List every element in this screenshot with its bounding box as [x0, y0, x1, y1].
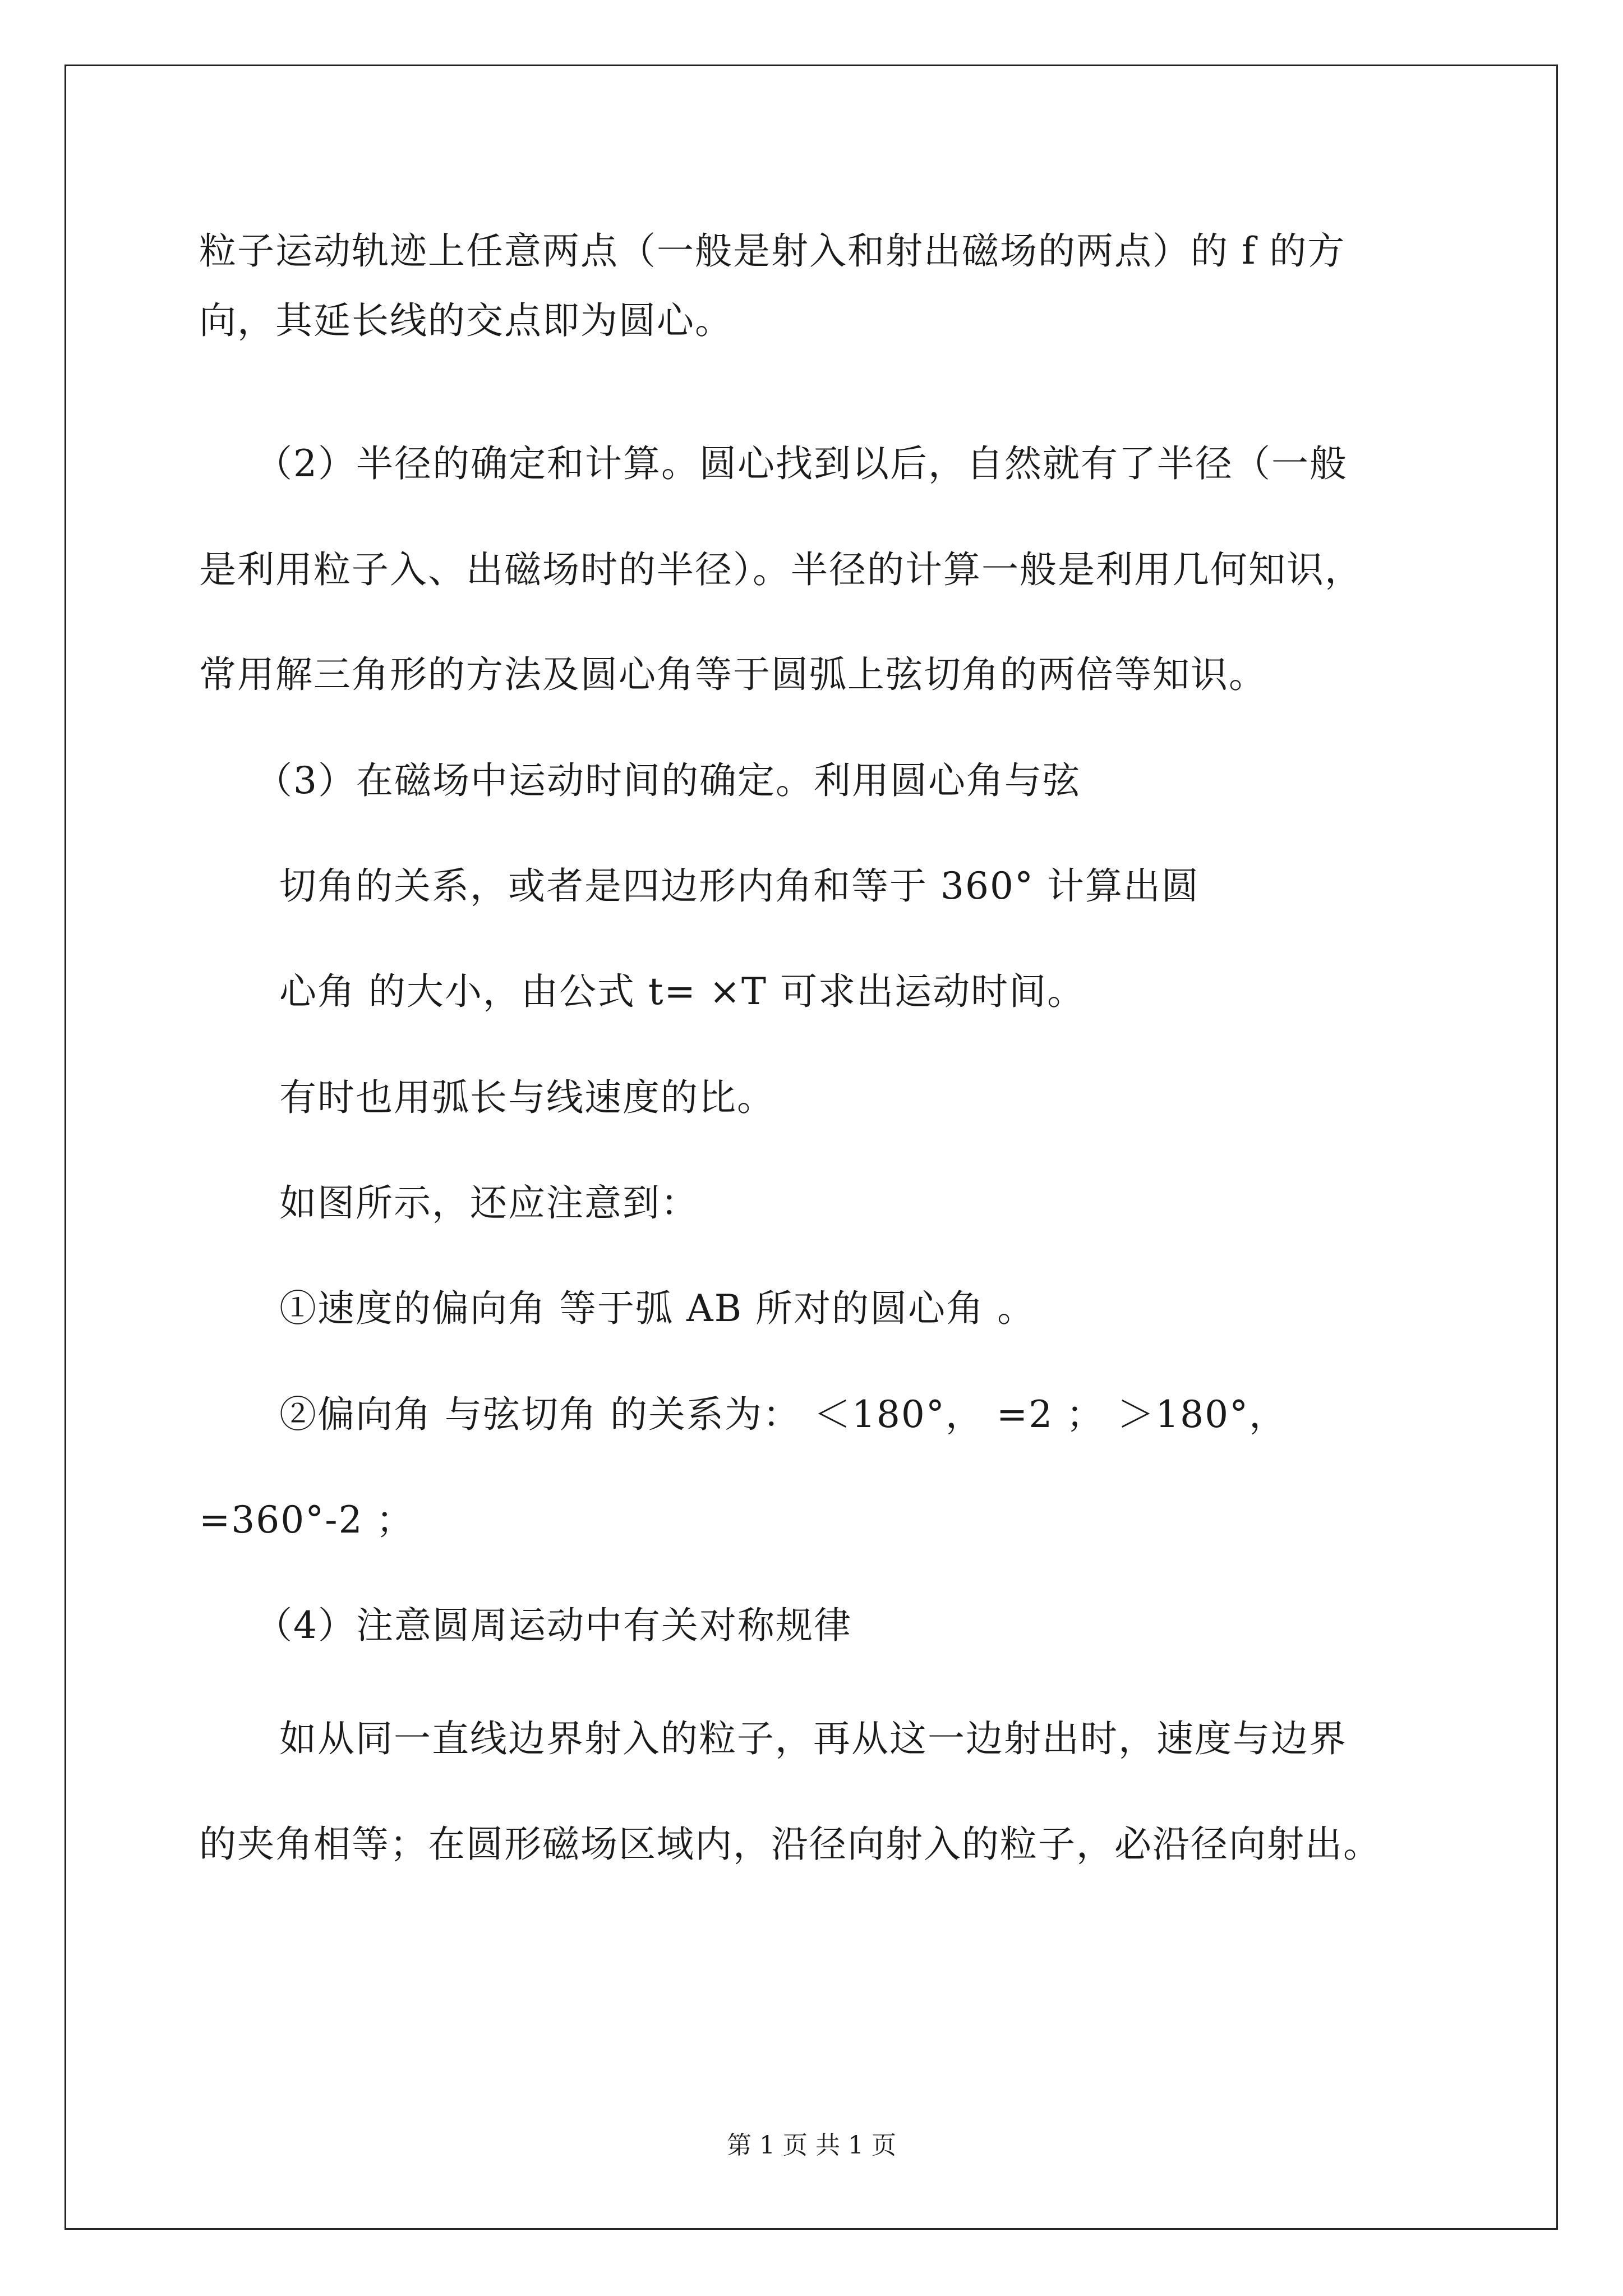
paragraph-line: 有时也用弧长与线速度的比。 — [279, 1076, 775, 1119]
paragraph-line: =360°-2 ； — [199, 1498, 414, 1542]
paragraph-line: 如从同一直线边界射入的粒子，再从这一边射出时，速度与边界 — [279, 1717, 1347, 1760]
paragraph-line: 的夹角相等；在圆形磁场区域内，沿径向射入的粒子，必沿径向射出。 — [199, 1823, 1381, 1866]
paragraph-line: （3）在磁场中运动时间的确定。利用圆心角与弦 — [255, 759, 1081, 802]
paragraph-line: 常用解三角形的方法及圆心角等于圆弧上弦切角的两倍等知识。 — [199, 653, 1267, 696]
paragraph-line: 粒子运动轨迹上任意两点（一般是射入和射出磁场的两点）的 f 的方 — [199, 229, 1346, 273]
paragraph-line: ②偏向角 与弦切角 的关系为： ＜180°， =2 ； ＞180°， — [279, 1393, 1288, 1436]
paragraph-line: 心角 的大小，由公式 t= ×T 可求出运动时间。 — [279, 970, 1086, 1013]
paragraph-line: 是利用粒子入、出磁场时的半径）。半径的计算一般是利用几何知识， — [199, 548, 1363, 591]
paragraph-line: 向，其延长线的交点即为圆心。 — [199, 299, 733, 342]
paragraph-line: 如图所示，还应注意到： — [279, 1181, 699, 1225]
page-footer: 第 1 页 共 1 页 — [727, 2131, 896, 2160]
paragraph-line: 切角的关系，或者是四边形内角和等于 360° 计算出圆 — [279, 864, 1200, 908]
page-border — [64, 65, 1558, 2230]
paragraph-line: （4）注意圆周运动中有关对称规律 — [255, 1604, 852, 1647]
paragraph-line: （2）半径的确定和计算。圆心找到以后，自然就有了半径（一般 — [255, 442, 1348, 485]
paragraph-line: ①速度的偏向角 等于弧 AB 所对的圆心角 。 — [279, 1287, 1036, 1330]
